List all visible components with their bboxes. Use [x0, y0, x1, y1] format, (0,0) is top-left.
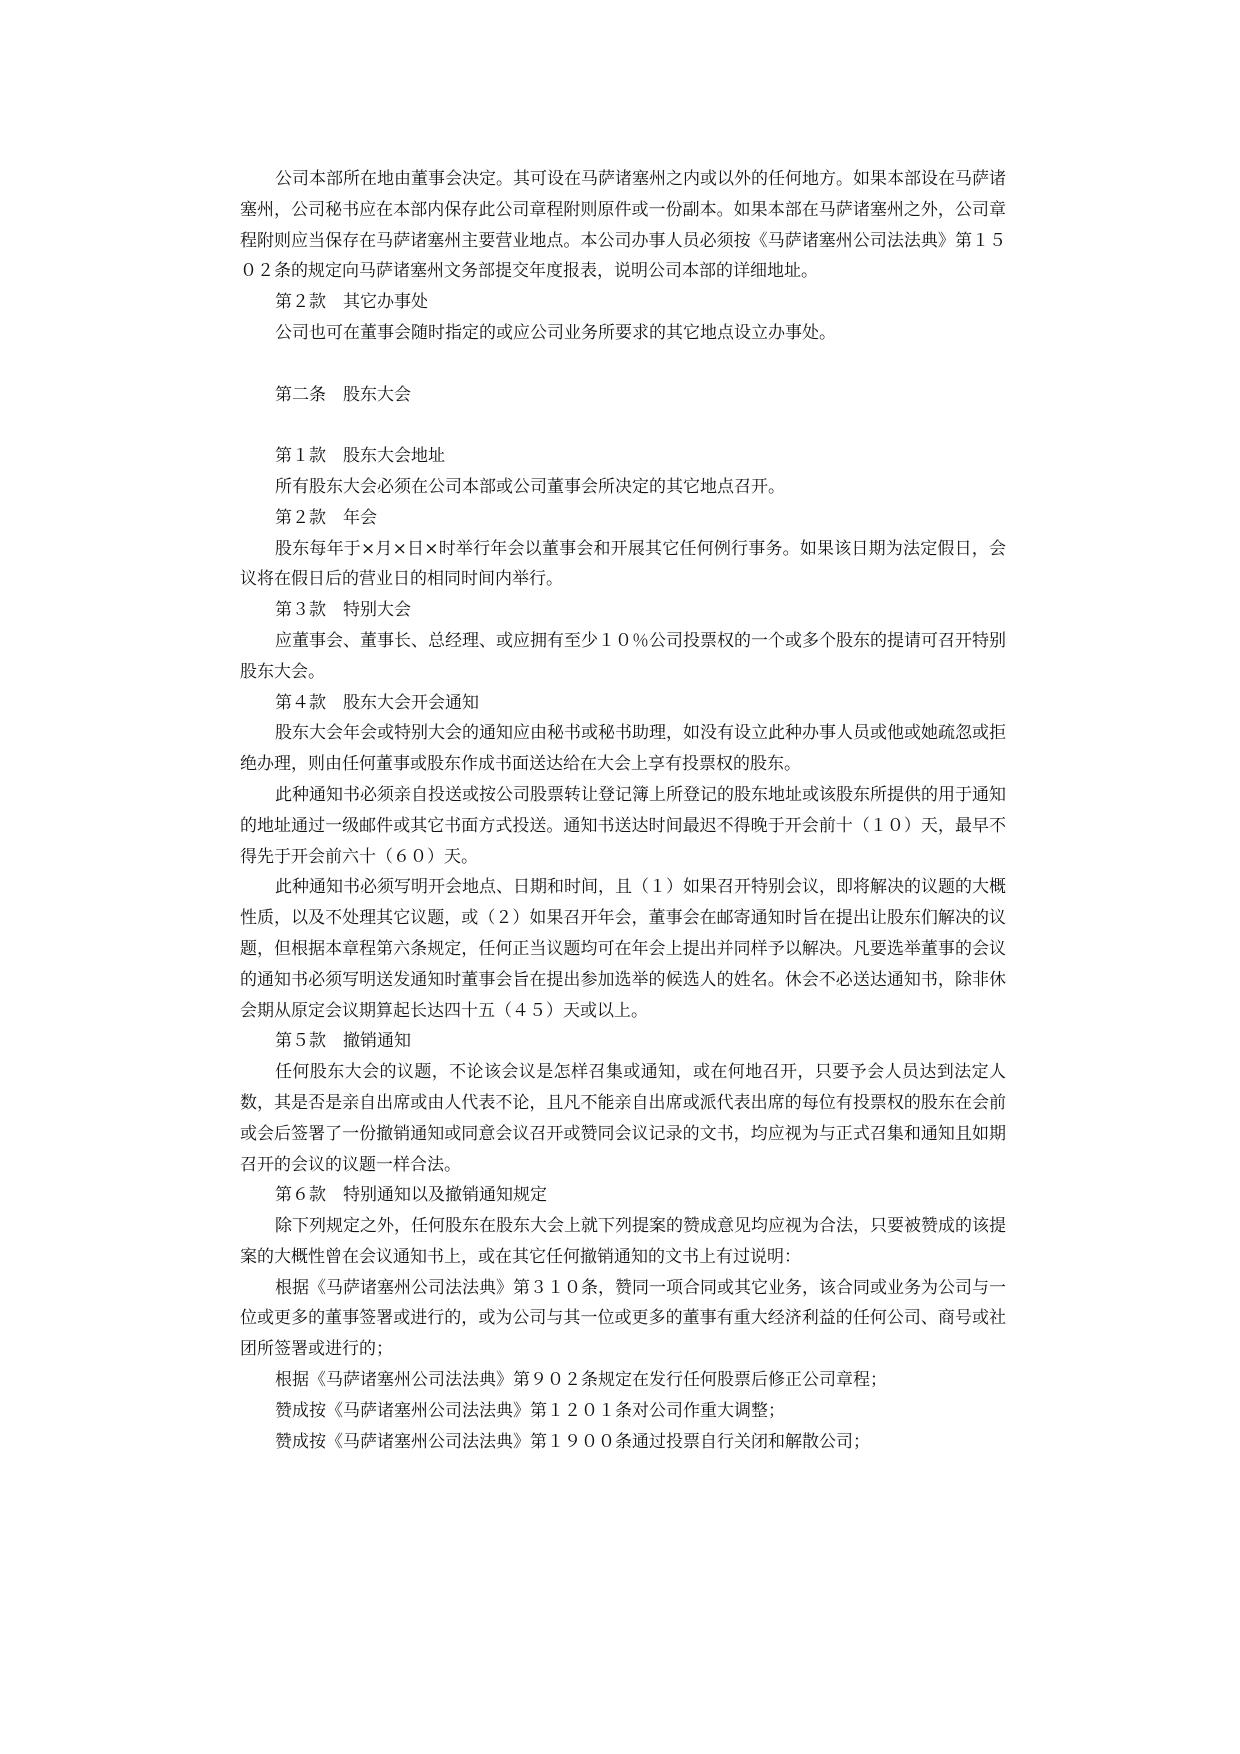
body-paragraph: 应董事会、董事长、总经理、或应拥有至少１０％公司投票权的一个或多个股东的提请可召开特别股东大会。 — [240, 630, 1006, 682]
section-heading: 第１款 股东大会地址 — [275, 446, 445, 467]
body-paragraph: 赞成按《马萨诸塞州公司法法典》第１２０１条对公司作重大调整； — [275, 1400, 785, 1421]
section-heading: 第４款 股东大会开会通知 — [275, 692, 479, 713]
section-heading: 第５款 撤销通知 — [275, 1031, 411, 1052]
body-paragraph: 根据《马萨诸塞州公司法法典》第９０２条规定在发行任何股票后修正公司章程； — [275, 1370, 887, 1391]
body-paragraph: 根据《马萨诸塞州公司法法典》第３１０条，赞同一项合同或其它业务，该合同或业务为公司与一位或更多的董事签署或进行的，或为公司与其一位或更多的董事有重大经济利益的任何公司、商号或社团所签署或进行的； — [240, 1277, 1006, 1360]
body-paragraph: 此种通知书必须亲自投送或按公司股票转让登记簿上所登记的股东地址或该股东所提供的用于通知的地址通过一级邮件或其它书面方式投送。通知书送达时间最迟不得晚于开会前十（１０）天，最早不得先于开会前六十（６０）天。 — [240, 784, 1006, 867]
section-heading: 第３款 特别大会 — [275, 600, 411, 621]
section-heading: 第６款 特别通知以及撤销通知规定 — [275, 1185, 547, 1206]
body-paragraph: 股东大会年会或特别大会的通知应由秘书或秘书助理，如没有设立此种办事人员或他或她疏忽或拒绝办理，则由任何董事或股东作成书面送达给在大会上享有投票权的股东。 — [240, 723, 1006, 775]
blank-line — [240, 349, 1006, 380]
body-paragraph: 股东每年于×月×日×时举行年会以董事会和开展其它任何例行事务。如果该日期为法定假日，会议将在假日后的营业日的相同时间内举行。 — [240, 538, 1006, 590]
document-body — [240, 164, 1006, 1457]
body-paragraph: 公司也可在董事会随时指定的或应公司业务所要求的其它地点设立办事处。 — [275, 322, 836, 343]
blank-line — [240, 410, 1006, 441]
body-paragraph: 公司本部所在地由董事会决定。其可设在马萨诸塞州之内或以外的任何地方。如果本部设在马萨诸塞州，公司秘书应在本部内保存此公司章程附则原件或一份副本。如果本部在马萨诸塞州之外，公司章程附则应当保存在马萨诸塞州主要营业地点。本公司办事人员必须按《马萨诸塞州公司法法典》第１５０２条的规定向马萨诸塞州文务部提交年度报表，说明公司本部的详细地址。 — [240, 169, 1006, 282]
section-heading: 第二条 股东大会 — [275, 384, 411, 405]
section-heading: 第２款 年会 — [275, 507, 377, 528]
body-paragraph: 除下列规定之外，任何股东在股东大会上就下列提案的赞成意见均应视为合法，只要被赞成的该提案的大概性曾在会议通知书上，或在其它任何撤销通知的文书上有过说明： — [240, 1216, 1006, 1267]
section-heading: 第２款 其它办事处 — [275, 292, 428, 313]
body-paragraph: 此种通知书必须写明开会地点、日期和时间，且（１）如果召开特别会议，即将解决的议题的大概性质，以及不处理其它议题，或（２）如果召开年会，董事会在邮寄通知时旨在提出让股东们解决的议题，但根据本章程第六条规定，任何正当议题均可在年会上提出并同样予以解决。凡要选举董事的会议的通知书必须写明送发通知时董事会旨在提出参加选举的候选人的姓名。休会不必送达通知书，除非休会期从原定会议期算起长达四十五（４５）天或以上。 — [240, 877, 1006, 1021]
body-paragraph: 所有股东大会必须在公司本部或公司董事会所决定的其它地点召开。 — [275, 476, 785, 497]
body-paragraph: 赞成按《马萨诸塞州公司法法典》第１９００条通过投票自行关闭和解散公司； — [275, 1431, 870, 1452]
body-paragraph: 任何股东大会的议题，不论该会议是怎样召集或通知，或在何地召开，只要予会人员达到法定人数，其是否是亲自出席或由人代表不论，且凡不能亲自出席或派代表出席的每位有投票权的股东在会前或会后签署了一份撤销通知或同意会议召开或赞同会议记录的文书，均应视为与正式召集和通知且如期召开的会议的议题一样合法。 — [240, 1062, 1006, 1175]
